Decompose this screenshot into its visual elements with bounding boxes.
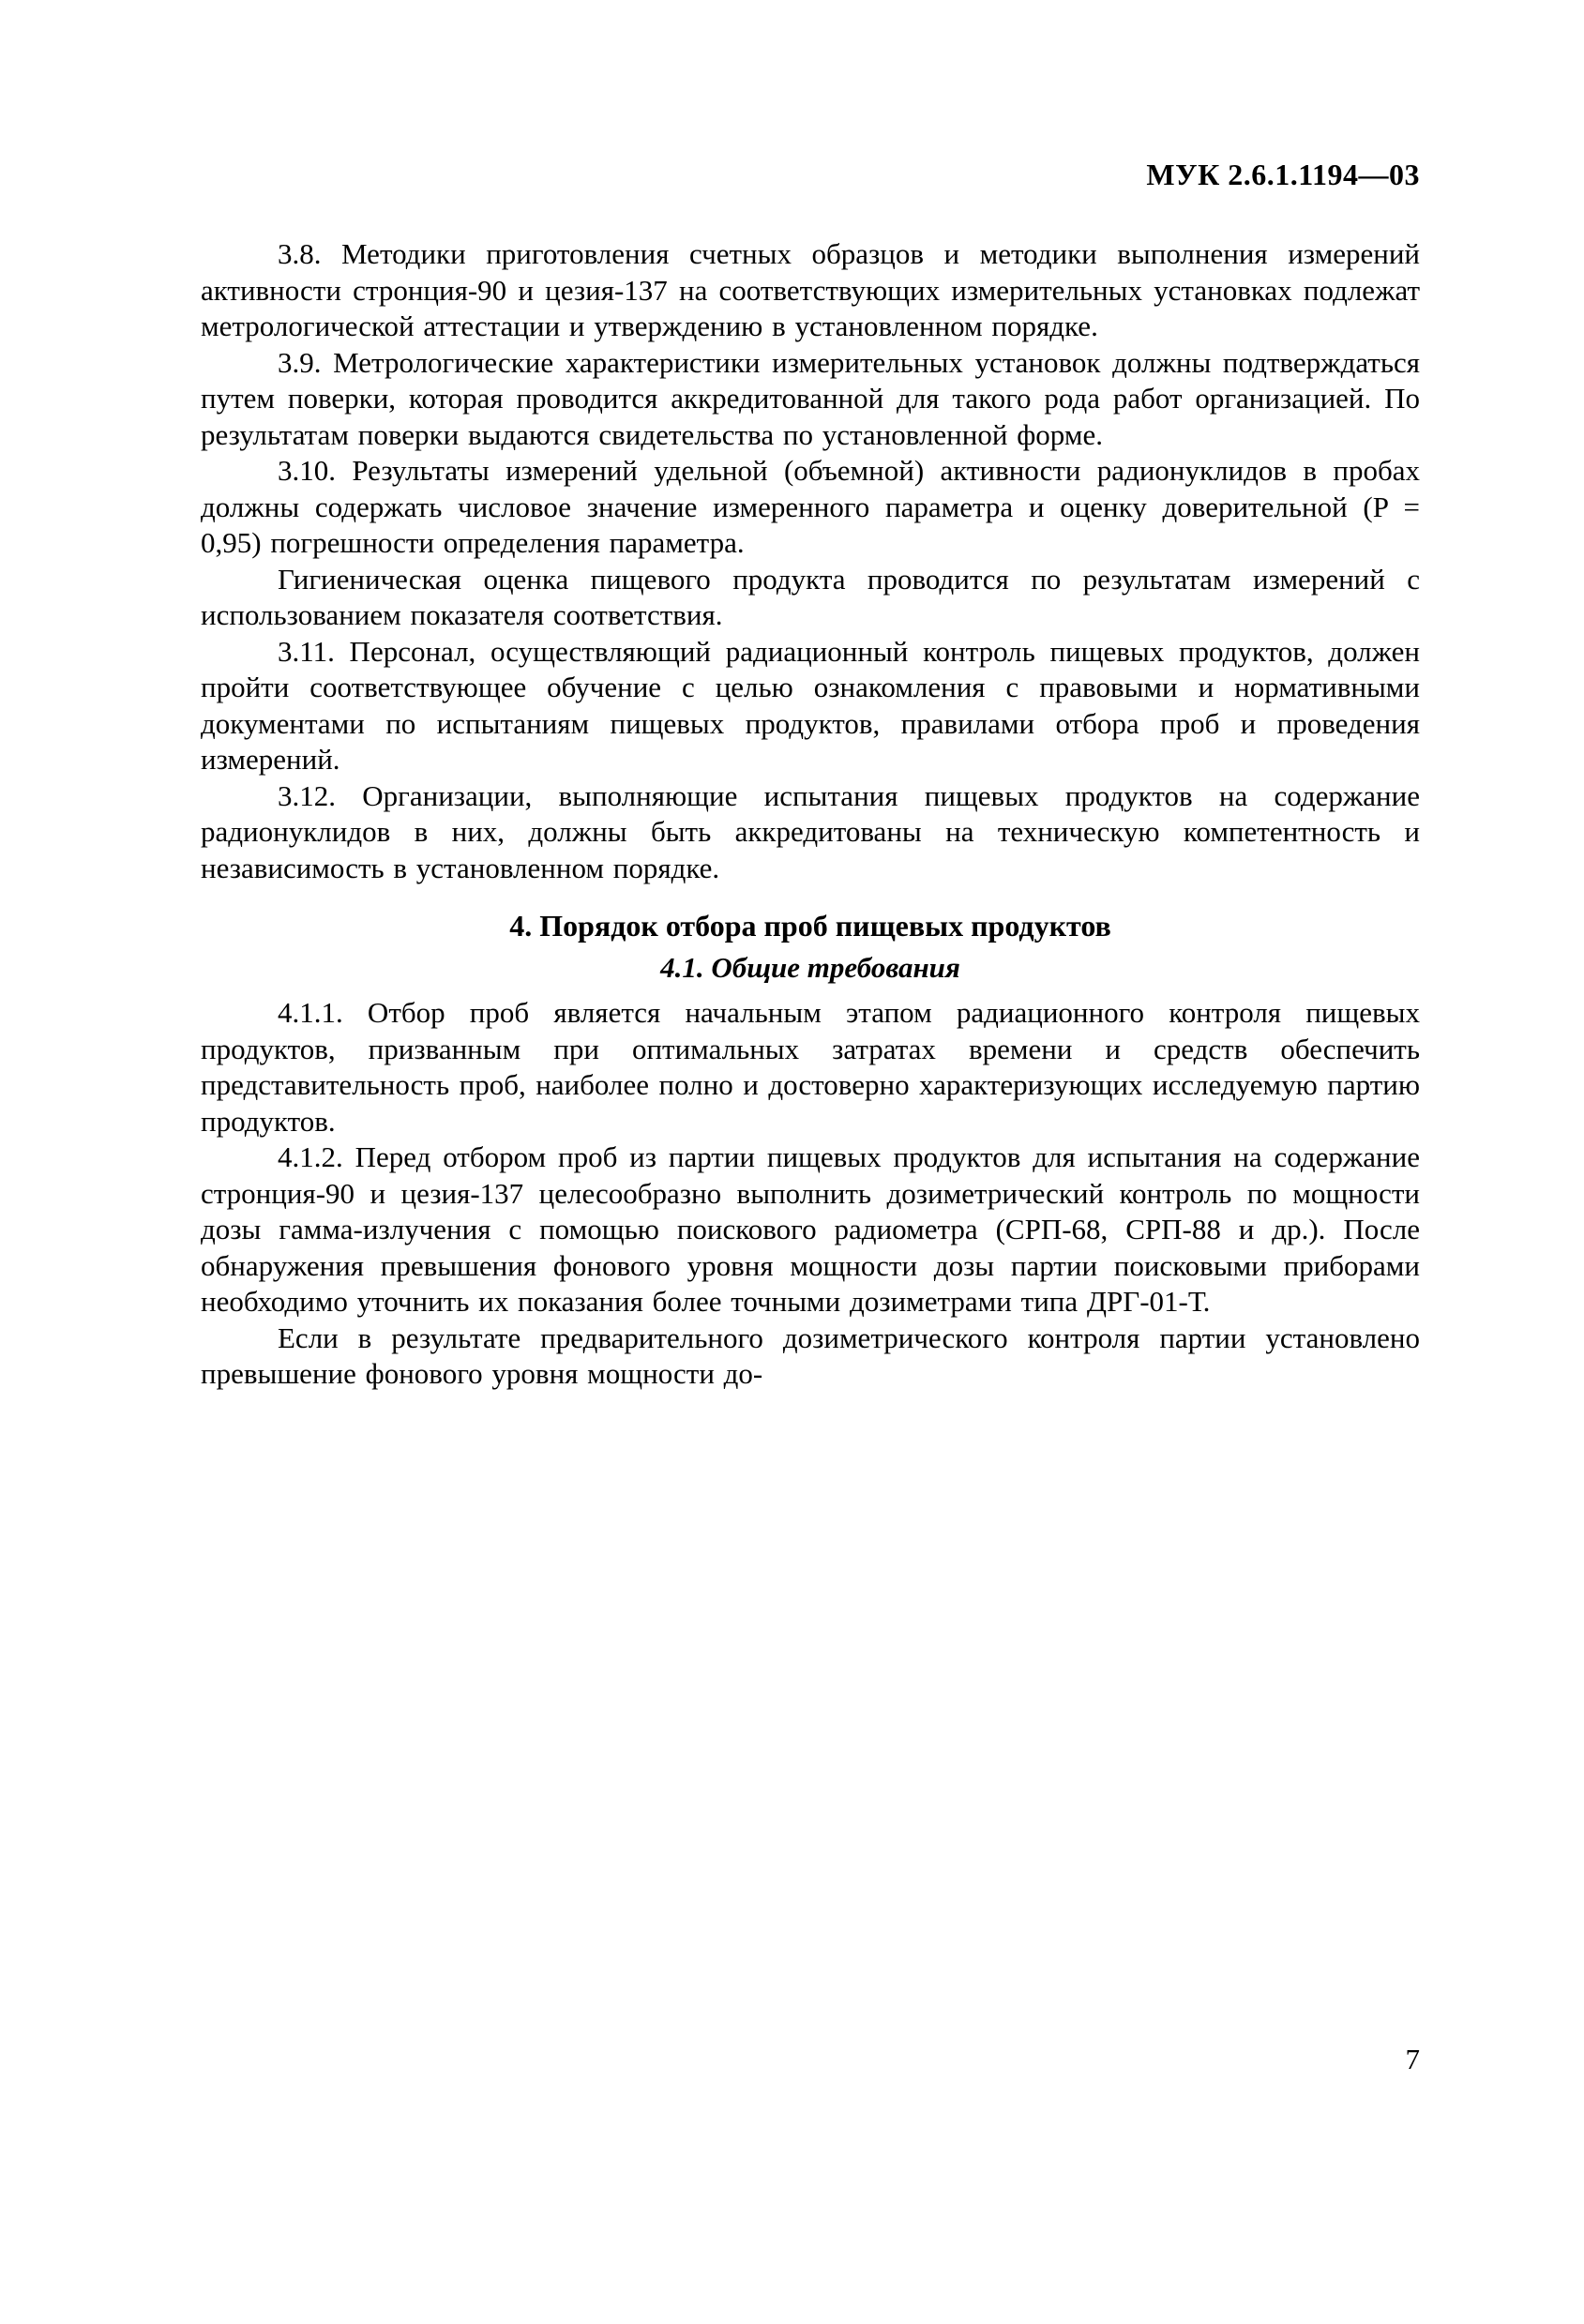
paragraph-3-11: 3.11. Персонал, осуществляющий радиационный контроль пищевых продуктов, должен пройти соответствующее обучение с целью ознакомления с правовыми и нормативными документами по испытаниям пищевых продуктов, правилами отбора проб и проведения измерений. [201, 634, 1420, 776]
paragraph-continuation: Если в результате предварительного дозиметрического контроля партии установлено превышение фонового уровня мощности до- [201, 1320, 1420, 1390]
section-heading: 4. Порядок отбора проб пищевых продуктов [509, 909, 1111, 943]
document-code: МУК 2.6.1.1194—03 [1146, 158, 1420, 191]
paragraph-3-8: 3.8. Методики приготовления счетных образцов и методики выполнения измерений активности стронция-90 и цезия-137 на соответствующих измерительных установках подлежат метрологической аттестации и утверждению в установленном порядке. [201, 237, 1420, 342]
paragraph-4-1-1: 4.1.1. Отбор проб является начальным этапом радиационного контроля пищевых продуктов, призванным при оптимальных затратах времени и средств обеспечить представительность проб, наиболее полно и достоверно характеризующих исследуемую партию продуктов. [201, 996, 1420, 1138]
paragraph-3-9: 3.9. Метрологические характеристики измерительных установок должны подтверждаться путем поверки, которая проводится аккредитованной для такого рода работ организацией. По результатам поверки выдаются свидетельства по установленной форме. [201, 345, 1420, 451]
subsection-heading: 4.1. Общие требования [660, 951, 960, 984]
paragraph-hygienic-note: Гигиеническая оценка пищевого продукта проводится по результатам измерений с использованием показателя соответствия. [201, 562, 1420, 631]
paragraph-3-12: 3.12. Организации, выполняющие испытания пищевых продуктов на содержание радионуклидов в них, должны быть аккредитованы на техническую компетентность и независимость в установленном порядке. [201, 778, 1420, 884]
document-header [201, 158, 1420, 192]
paragraph-4-1-2: 4.1.2. Перед отбором проб из партии пищевых продуктов для испытания на содержание стронция-90 и цезия-137 целесообразно выполнить дозиметрический контроль по мощности дозы гамма-излучения с помощью поискового радиометра (СРП-68, СРП-88 и др.). После обнаружения превышения фонового уровня мощности дозы партии поисковыми приборами необходимо уточнить их показания более точными дозиметрами типа ДРГ-01-Т. [201, 1140, 1420, 1318]
page-number: 7 [1405, 2043, 1420, 2075]
document-body [201, 236, 1420, 1393]
paragraph-3-10: 3.10. Результаты измерений удельной (объемной) активности радионуклидов в пробах должны содержать числовое значение измеренного параметра и оценку доверительной (P = 0,95) погрешности определения параметра. [201, 454, 1420, 559]
